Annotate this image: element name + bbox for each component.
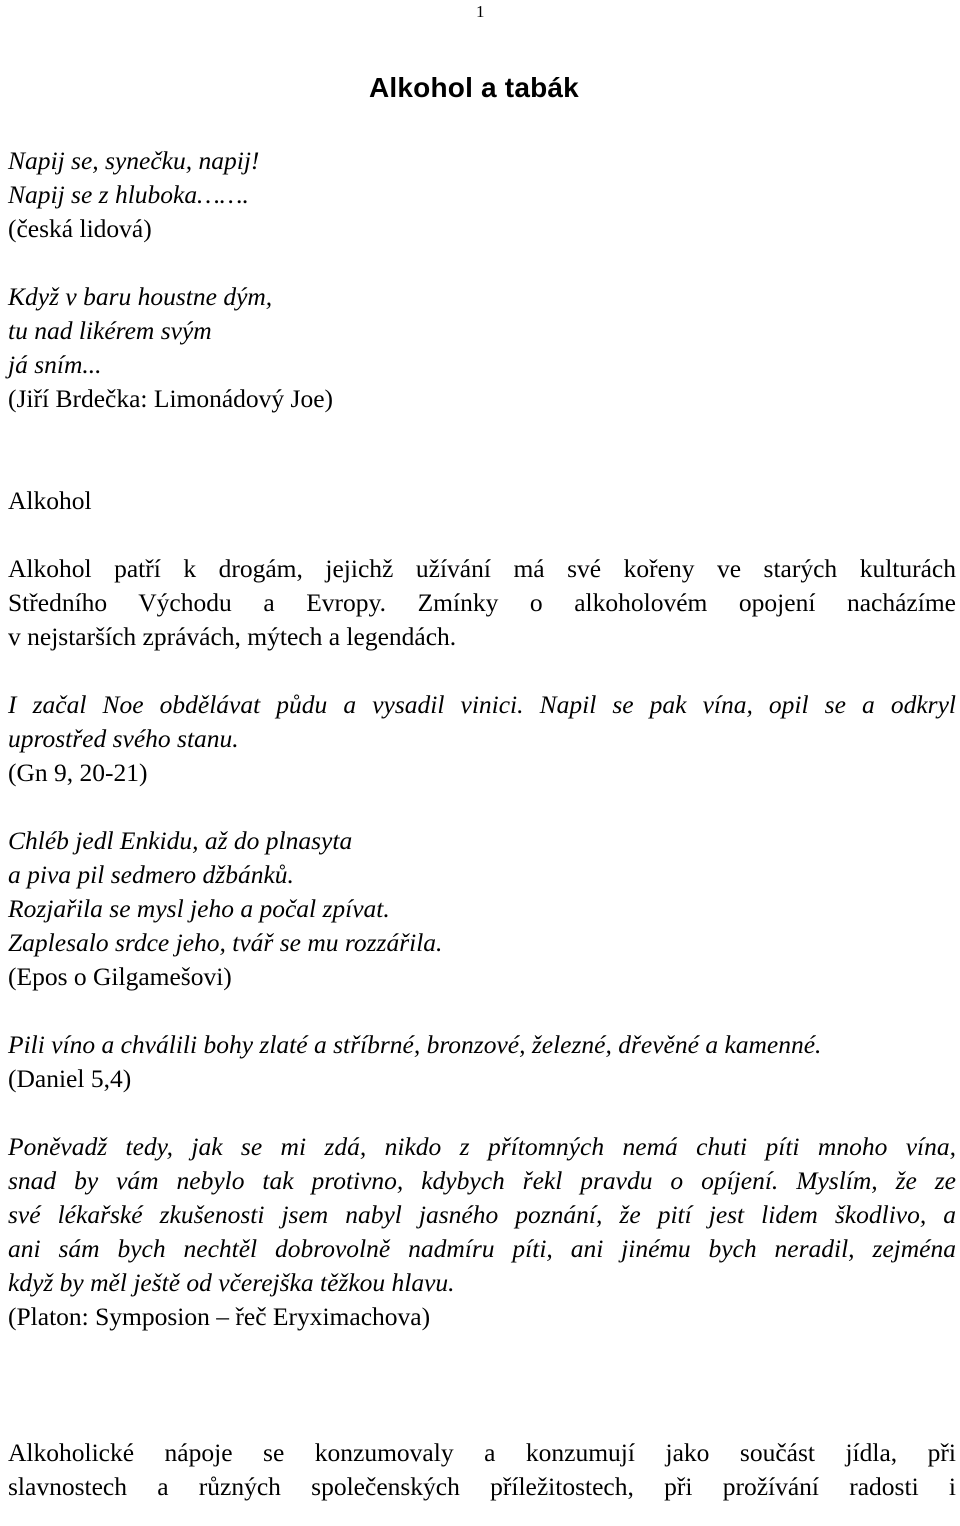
epigraph-line: Napij se z hluboka…….: [8, 180, 249, 209]
quote-line: Zaplesalo srdce jeho, tvář se mu rozzářila.: [8, 928, 443, 957]
quote-line: Poněvadž tedy, jak se mi zdá, nikdo z přítomných nemá chuti píti mnoho vína,: [8, 1132, 956, 1161]
paragraph-line: slavnostech a různých společenských příležitostech, při prožívání radosti i: [8, 1472, 956, 1501]
page-number: 1: [476, 2, 485, 21]
paragraph-line: Alkoholické nápoje se konzumovaly a konzumují jako součást jídla, při: [8, 1438, 956, 1467]
page-title: Alkohol a tabák: [369, 72, 579, 103]
section-heading: Alkohol: [8, 486, 92, 515]
quote-gilgamesh: [8, 824, 956, 994]
epigraph-line: já sním...: [8, 350, 102, 379]
quote-line: ani sám bych nechtěl dobrovolně nadmíru píti, ani jinému bych neradil, zejména: [8, 1234, 956, 1263]
quote-line: I začal Noe obdělávat půdu a vysadil vinici. Napil se pak vína, opil se a odkryl: [8, 690, 956, 719]
intro-paragraph: [8, 552, 956, 654]
quote-line: a piva pil sedmero džbánků.: [8, 860, 294, 889]
quote-line: Chléb jedl Enkidu, až do plnasyta: [8, 826, 353, 855]
epigraph-line: Když v baru houstne dým,: [8, 282, 273, 311]
paragraph-line: Středního Východu a Evropy. Zmínky o alkoholovém opojení nacházíme: [8, 588, 956, 617]
epigraph-source: (Jiří Brdečka: Limonádový Joe): [8, 384, 334, 413]
quote-source: (Epos o Gilgamešovi): [8, 962, 232, 991]
epigraph-folk-song: [8, 144, 956, 246]
document-body: [8, 144, 956, 1504]
quote-line: Pili víno a chválili bohy zlaté a stříbrné, bronzové, železné, dřevěné a kamenné.: [8, 1030, 822, 1059]
quote-source: (Daniel 5,4): [8, 1064, 132, 1093]
paragraph-line: v nejstarších zprávách, mýtech a legendách.: [8, 622, 457, 651]
epigraph-source: (česká lidová): [8, 214, 152, 243]
quote-source: (Gn 9, 20-21): [8, 758, 148, 787]
epigraph-line: Napij se, synečku, napij!: [8, 146, 260, 175]
quote-line: své lékařské zkušenosti jsem nabyl jasného poznání, že pití jest lidem škodlivo, a: [8, 1200, 956, 1229]
quote-plato: [8, 1130, 956, 1334]
paragraph-line: Alkohol patří k drogám, jejichž užívání má své kořeny ve starých kulturách: [8, 554, 956, 583]
quote-genesis: [8, 688, 956, 790]
quote-daniel: [8, 1028, 956, 1096]
quote-line: uprostřed svého stanu.: [8, 724, 239, 753]
quote-line: když by měl ještě od včerejška těžkou hlavu.: [8, 1268, 455, 1297]
quote-source: (Platon: Symposion – řeč Eryximachova): [8, 1302, 431, 1331]
closing-paragraph: [8, 1436, 956, 1504]
quote-line: snad by vám nebylo tak protivno, kdybych řekl pravdu o opíjení. Myslím, že ze: [8, 1166, 956, 1195]
quote-line: Rozjařila se mysl jeho a počal zpívat.: [8, 894, 390, 923]
epigraph-limonade-joe: [8, 280, 956, 416]
epigraph-line: tu nad likérem svým: [8, 316, 212, 345]
